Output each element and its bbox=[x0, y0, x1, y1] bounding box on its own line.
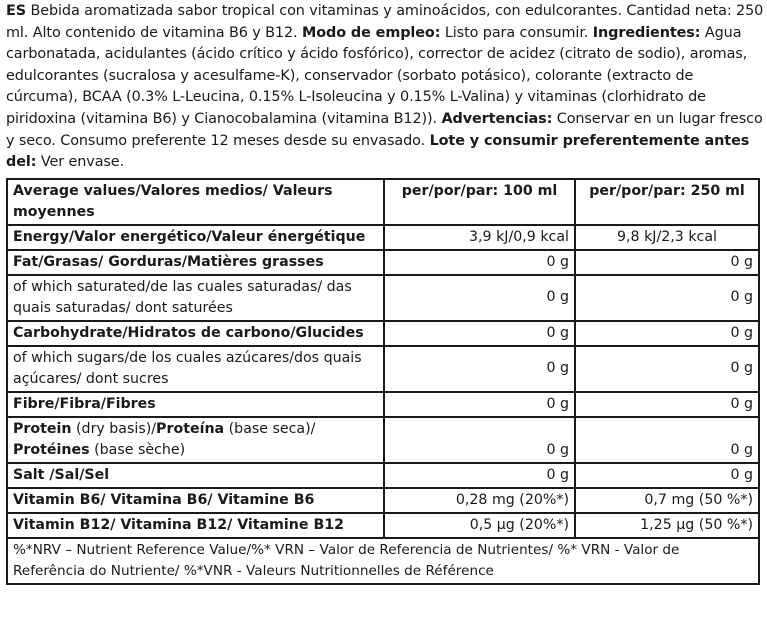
warnings-text: Conservar en un lugar fresco y seco. Consumo preferente 12 meses desde su envasado. bbox=[6, 110, 763, 149]
value-100ml: 0 g bbox=[384, 275, 575, 321]
table-footnote-row bbox=[7, 538, 759, 584]
protein-en: Protein bbox=[13, 420, 72, 437]
row-label: Carbohydrate/Hidratos de carbono/Glucides bbox=[7, 321, 384, 346]
row-label: Vitamin B12/ Vitamina B12/ Vitamine B12 bbox=[7, 513, 384, 538]
header-per-250ml: per/por/par: 250 ml bbox=[575, 179, 759, 225]
table-row-saturated bbox=[7, 275, 759, 321]
product-description bbox=[6, 1, 764, 174]
table-row-carbohydrate bbox=[7, 321, 759, 346]
ingredients-text: Agua carbonatada, acidulantes (ácido crítico y ácido fosfórico), corrector de acidez (citrato de sodio), aromas, edulcorantes (sucralosa y acesulfame-K), conservador (sorbato potásico), colorante (extracto de cúrcuma), BCAA (0.3% L-Leucina, 0.15% L-Isoleucina y 0.15% L-Valina) y vitaminas (clorhidrato de piridoxina (vitamina B6) y Cianocobalamina (vitamina B12)). bbox=[6, 24, 748, 127]
protein-es: Proteína bbox=[156, 420, 225, 437]
protein-fr-note: (base sèche) bbox=[89, 441, 186, 458]
value-250ml: 0,7 mg (50 %*) bbox=[575, 488, 759, 513]
table-row-salt bbox=[7, 463, 759, 488]
usage-text: Listo para consumir. bbox=[440, 24, 593, 41]
nrv-footnote: %*NRV – Nutrient Reference Value/%* VRN – Valor de Referencia de Nutrientes/ %* VRN - Valor de Referência do Nutriente/ %*VNR - Valeurs Nutritionnelles de Référence bbox=[7, 538, 759, 584]
protein-es-note: (base seca)/ bbox=[224, 420, 316, 437]
description-text: Bebida aromatizada sabor tropical con vitaminas y aminoácidos, con edulcorantes. Cantidad neta: 250 ml. Alto contenido de vitamina B6 y B12. bbox=[6, 3, 764, 41]
value-100ml: 0 g bbox=[384, 392, 575, 417]
ingredients-label: Ingredientes: bbox=[592, 24, 701, 41]
usage-label: Modo de empleo: bbox=[302, 24, 441, 41]
warnings-label: Advertencias: bbox=[441, 110, 553, 127]
value-100ml: 0 g bbox=[384, 321, 575, 346]
row-label: Energy/Valor energético/Valeur énergétique bbox=[7, 225, 384, 250]
value-250ml: 0 g bbox=[575, 321, 759, 346]
table-row-fibre bbox=[7, 392, 759, 417]
value-100ml: 0,28 mg (20%*) bbox=[384, 488, 575, 513]
row-label: Fibre/Fibra/Fibres bbox=[7, 392, 384, 417]
nutrition-table bbox=[6, 178, 760, 585]
value-100ml: 0 g bbox=[384, 417, 575, 463]
batch-label: Lote y consumir preferentemente antes del: bbox=[6, 132, 750, 171]
value-250ml: 0 g bbox=[575, 417, 759, 463]
table-row-energy bbox=[7, 225, 759, 250]
table-row-vitamin-b6 bbox=[7, 488, 759, 513]
batch-text: Ver envase. bbox=[36, 154, 125, 171]
value-250ml: 9,8 kJ/2,3 kcal bbox=[575, 225, 759, 250]
table-header-row bbox=[7, 179, 759, 225]
table-row-sugars bbox=[7, 346, 759, 392]
value-100ml: 0 g bbox=[384, 250, 575, 275]
value-250ml: 0 g bbox=[575, 275, 759, 321]
table-row-fat bbox=[7, 250, 759, 275]
value-250ml: 0 g bbox=[575, 250, 759, 275]
value-250ml: 0 g bbox=[575, 392, 759, 417]
protein-fr: Protéines bbox=[13, 441, 90, 458]
header-average-values: Average values/Valores medios/ Valeurs moyennes bbox=[7, 179, 384, 225]
row-label: Vitamin B6/ Vitamina B6/ Vitamine B6 bbox=[7, 488, 384, 513]
value-250ml: 1,25 µg (50 %*) bbox=[575, 513, 759, 538]
language-code: ES bbox=[6, 3, 26, 19]
value-100ml: 3,9 kJ/0,9 kcal bbox=[384, 225, 575, 250]
row-label: Salt /Sal/Sel bbox=[7, 463, 384, 488]
table-row-protein bbox=[7, 417, 759, 463]
row-label: Fat/Grasas/ Gorduras/Matières grasses bbox=[7, 250, 384, 275]
row-label bbox=[7, 417, 384, 463]
table-row-vitamin-b12 bbox=[7, 513, 759, 538]
protein-en-note: (dry basis)/ bbox=[71, 420, 157, 437]
value-100ml: 0 g bbox=[384, 463, 575, 488]
value-100ml: 0,5 µg (20%*) bbox=[384, 513, 575, 538]
value-250ml: 0 g bbox=[575, 346, 759, 392]
row-label: of which saturated/de las cuales saturadas/ das quais saturadas/ dont saturées bbox=[7, 275, 384, 321]
value-100ml: 0 g bbox=[384, 346, 575, 392]
header-per-100ml: per/por/par: 100 ml bbox=[384, 179, 575, 225]
value-250ml: 0 g bbox=[575, 463, 759, 488]
row-label: of which sugars/de los cuales azúcares/dos quais açúcares/ dont sucres bbox=[7, 346, 384, 392]
